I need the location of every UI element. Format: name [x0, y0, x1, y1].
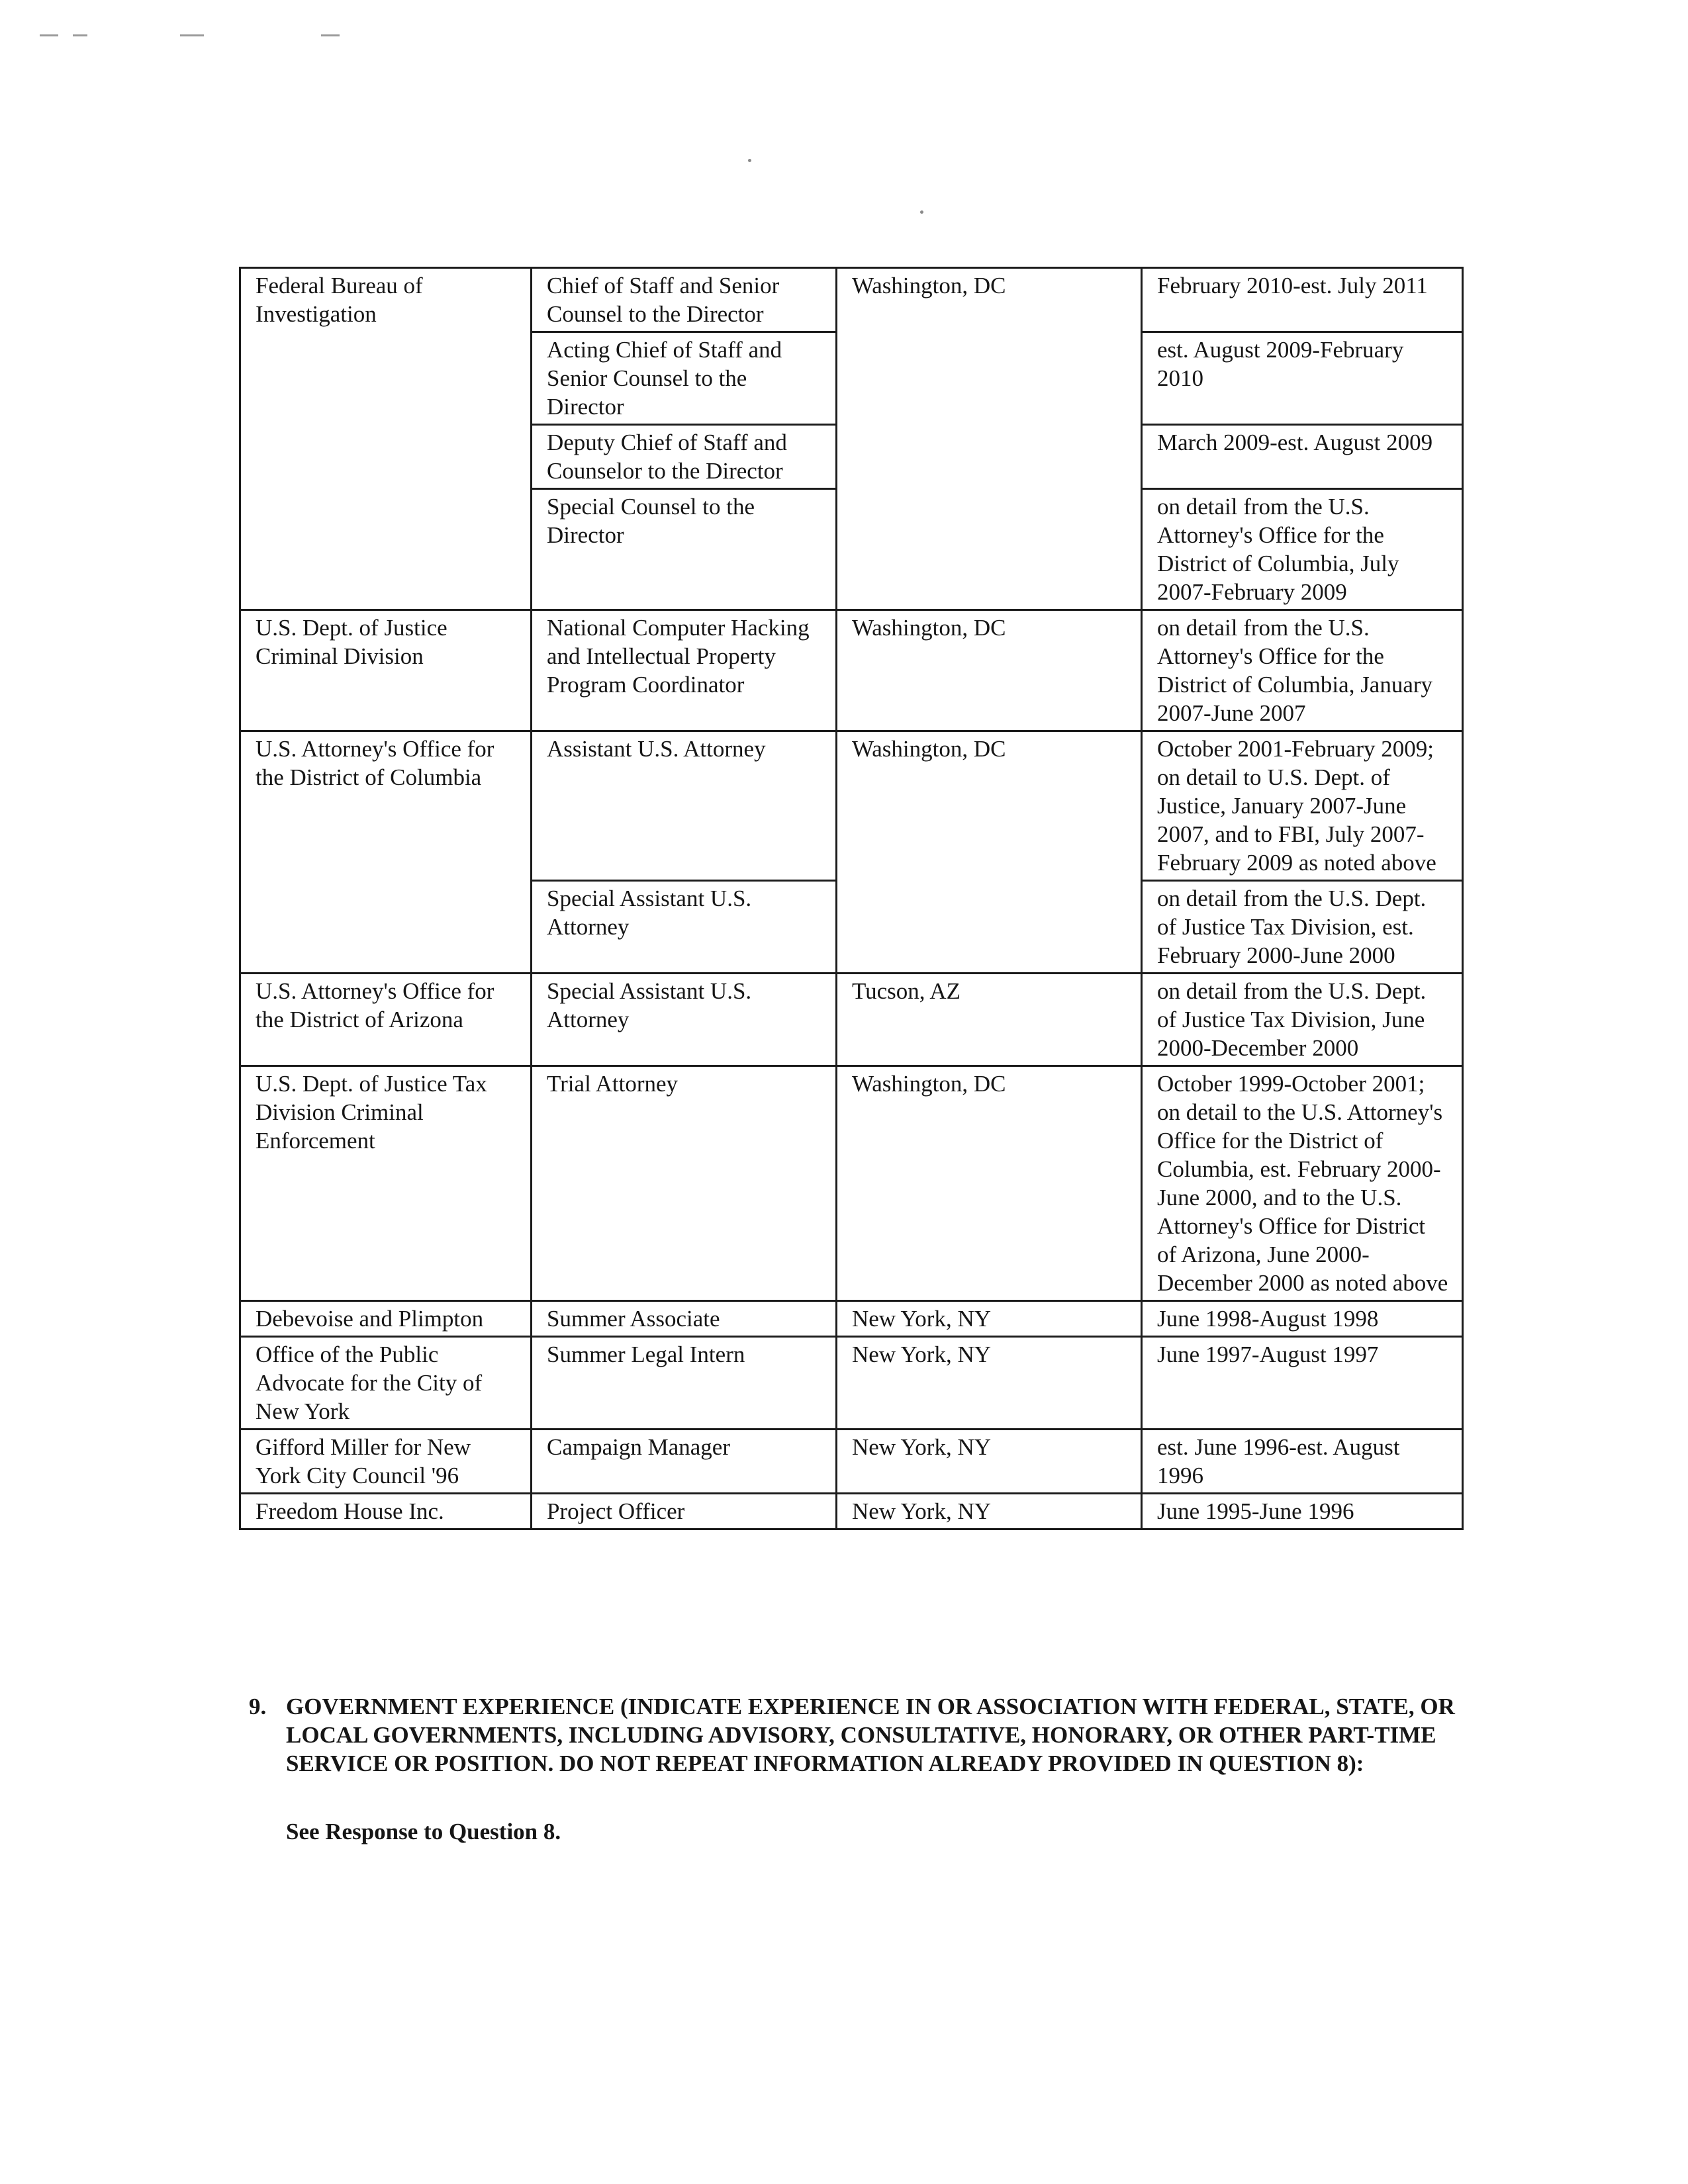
position-cell: Assistant U.S. Attorney — [532, 731, 837, 881]
position-cell: Special Assistant U.S. Attorney — [532, 974, 837, 1066]
location-cell: New York, NY — [837, 1494, 1142, 1529]
employer-cell: Debevoise and Plimpton — [240, 1301, 532, 1337]
table-row — [240, 1430, 1463, 1494]
location-cell: Washington, DC — [837, 1066, 1142, 1301]
employer-cell: Freedom House Inc. — [240, 1494, 532, 1529]
position-cell: National Computer Hacking and Intellectual Property Program Coordinator — [532, 610, 837, 731]
scan-artifact — [40, 34, 58, 36]
employer-cell: U.S. Attorney's Office for the District of Arizona — [240, 974, 532, 1066]
table-row — [240, 974, 1463, 1066]
table-row — [240, 1301, 1463, 1337]
location-cell: Washington, DC — [837, 731, 1142, 974]
question-text: GOVERNMENT EXPERIENCE (INDICATE EXPERIENCE IN OR ASSOCIATION WITH FEDERAL, STATE, OR LOCAL GOVERNMENTS, INCLUDING ADVISORY, CONSULTATIVE, HONORARY, OR OTHER PART-TIME SERVICE OR POSITION. DO NOT REPEAT INFORMATION ALREADY PROVIDED IN QUESTION 8): — [286, 1694, 1455, 1776]
position-cell: Campaign Manager — [532, 1430, 837, 1494]
position-cell: Deputy Chief of Staff and Counselor to the Director — [532, 425, 837, 489]
scan-artifact — [748, 159, 751, 162]
question-9 — [249, 1692, 1467, 1778]
dates-cell: March 2009-est. August 2009 — [1142, 425, 1463, 489]
employment-history-table — [239, 267, 1464, 1530]
dates-cell: June 1995-June 1996 — [1142, 1494, 1463, 1529]
location-cell: New York, NY — [837, 1301, 1142, 1337]
dates-cell: June 1998-August 1998 — [1142, 1301, 1463, 1337]
location-cell: New York, NY — [837, 1430, 1142, 1494]
position-cell: Acting Chief of Staff and Senior Counsel to the Director — [532, 332, 837, 425]
table-row — [240, 268, 1463, 332]
question-answer: See Response to Question 8. — [286, 1819, 561, 1844]
location-cell: Washington, DC — [837, 268, 1142, 610]
scan-artifact — [73, 34, 87, 36]
location-cell: Washington, DC — [837, 610, 1142, 731]
location-cell: Tucson, AZ — [837, 974, 1142, 1066]
position-cell: Summer Associate — [532, 1301, 837, 1337]
dates-cell: on detail from the U.S. Attorney's Office for the District of Columbia, July 2007-February 2009 — [1142, 489, 1463, 610]
question-number: 9. — [249, 1694, 267, 1719]
dates-cell: on detail from the U.S. Dept. of Justice Tax Division, June 2000-December 2000 — [1142, 974, 1463, 1066]
position-cell: Summer Legal Intern — [532, 1337, 837, 1430]
position-cell: Special Counsel to the Director — [532, 489, 837, 610]
employer-cell: U.S. Attorney's Office for the District of Columbia — [240, 731, 532, 974]
scan-artifact — [321, 34, 340, 36]
employer-cell: Federal Bureau of Investigation — [240, 268, 532, 610]
scan-artifact — [920, 210, 923, 214]
dates-cell: est. August 2009-February 2010 — [1142, 332, 1463, 425]
table-row — [240, 610, 1463, 731]
position-cell: Project Officer — [532, 1494, 837, 1529]
table-row — [240, 1337, 1463, 1430]
location-cell: New York, NY — [837, 1337, 1142, 1430]
table-row — [240, 731, 1463, 881]
scan-artifact — [180, 34, 204, 36]
dates-cell: October 1999-October 2001; on detail to the U.S. Attorney's Office for the District of Columbia, est. February 2000-June 2000, and to the U.S. Attorney's Office for District of Arizona, June 2000-December 2000 as noted above — [1142, 1066, 1463, 1301]
dates-cell: on detail from the U.S. Dept. of Justice Tax Division, est. February 2000-June 2000 — [1142, 881, 1463, 974]
table-row — [240, 1494, 1463, 1529]
position-cell: Chief of Staff and Senior Counsel to the Director — [532, 268, 837, 332]
dates-cell: est. June 1996-est. August 1996 — [1142, 1430, 1463, 1494]
employer-cell: Gifford Miller for New York City Council '96 — [240, 1430, 532, 1494]
dates-cell: October 2001-February 2009; on detail to U.S. Dept. of Justice, January 2007-June 2007, and to FBI, July 2007-February 2009 as noted above — [1142, 731, 1463, 881]
position-cell: Trial Attorney — [532, 1066, 837, 1301]
dates-cell: June 1997-August 1997 — [1142, 1337, 1463, 1430]
employer-cell: U.S. Dept. of Justice Tax Division Criminal Enforcement — [240, 1066, 532, 1301]
employer-cell: U.S. Dept. of Justice Criminal Division — [240, 610, 532, 731]
dates-cell: on detail from the U.S. Attorney's Office for the District of Columbia, January 2007-June 2007 — [1142, 610, 1463, 731]
table-row — [240, 1066, 1463, 1301]
employer-cell: Office of the Public Advocate for the City of New York — [240, 1337, 532, 1430]
position-cell: Special Assistant U.S. Attorney — [532, 881, 837, 974]
dates-cell: February 2010-est. July 2011 — [1142, 268, 1463, 332]
